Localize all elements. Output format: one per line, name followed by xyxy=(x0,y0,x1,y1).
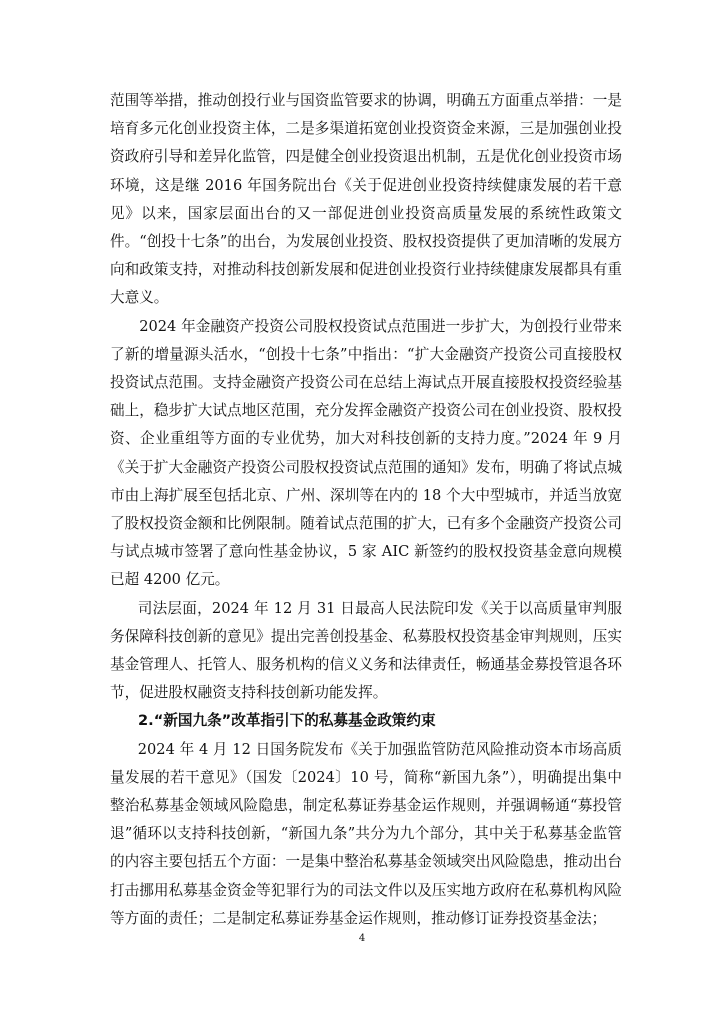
section-heading: 2.“新国九条”改革指引下的私募基金政策约束 xyxy=(138,712,436,730)
paragraph-judicial: 司法层面，2024 年 12 月 31 日最高人民法院印发《关于以高质量审判服务保障科技创新的意见》提出完善创投基金、私募股权投资基金审判规则，压实基金管理人、托管人、服务机构的信义义务和法律责任，畅通基金募投管退各环节，促进股权融资支持科技创新功能发挥。 xyxy=(110,599,622,702)
page-number: 4 xyxy=(358,933,366,944)
body-text xyxy=(110,87,622,933)
paragraph-aic-pilot: 2024 年金融资产投资公司股权投资试点范围进一步扩大，为创投行业带来了新的增量源头活水，“创投十七条”中指出：“扩大金融资产投资公司直接股权投资试点范围。支持金融资产投资公司在总结上海试点开展直接股权投资经验基础上，稳步扩大试点地区范围，充分发挥金融资产投资公司在创业投资、股权投资、企业重组等方面的专业优势，加大对科技创新的支持力度。”2024 年 9 月《关于扩大金融资产投资公司股权投资试点范围的通知》发布，明确了将试点城市由上海扩展至包括北京、广州、深圳等在内的 18 个大中型城市，并适当放宽了股权投资金额和比例限制。随着试点范围的扩大，已有多个金融资产投资公司与试点城市签署了意向性基金协议，5 家 AIC 新签约的股权投资基金意向规模已超 4200 亿元。 xyxy=(110,317,622,589)
paragraph-policy-continuation: 范围等举措，推动创投行业与国资监管要求的协调，明确五方面重点举措：一是培育多元化创业投资主体，二是多渠道拓宽创业投资资金来源，三是加强创业投资政府引导和差异化监管，四是健全创业投资退出机制，五是优化创业投资市场环境，这是继 2016 年国务院出台《关于促进创业投资持续健康发展的若干意见》以来，国家层面出台的又一部促进创业投资高质量发展的系统性政策文件。“创投十七条”的出台，为发展创业投资、股权投资提供了更加清晰的发展方向和政策支持，对推动科技创新发展和促进创业投资行业持续健康发展都具有重大意义。 xyxy=(110,92,622,307)
paragraph-new-nine-articles: 2024 年 4 月 12 日国务院发布《关于加强监管防范风险推动资本市场高质量发展的若干意见》（国发〔2024〕10 号，简称“新国九条”），明确提出集中整治私募基金领域风险隐患，制定私募证券基金运作规则，并强调畅通“募投管退”循环以支持科技创新，“新国九条”共分为九个部分，其中关于私募基金监管的内容主要包括五个方面：一是集中整治私募基金领域突出风险隐患，推动出台打击挪用私募基金资金等犯罪行为的司法文件以及压实地方政府在私募机构风险等方面的责任；二是制定私募证券基金运作规则，推动修订证券投资基金法； xyxy=(110,740,622,927)
